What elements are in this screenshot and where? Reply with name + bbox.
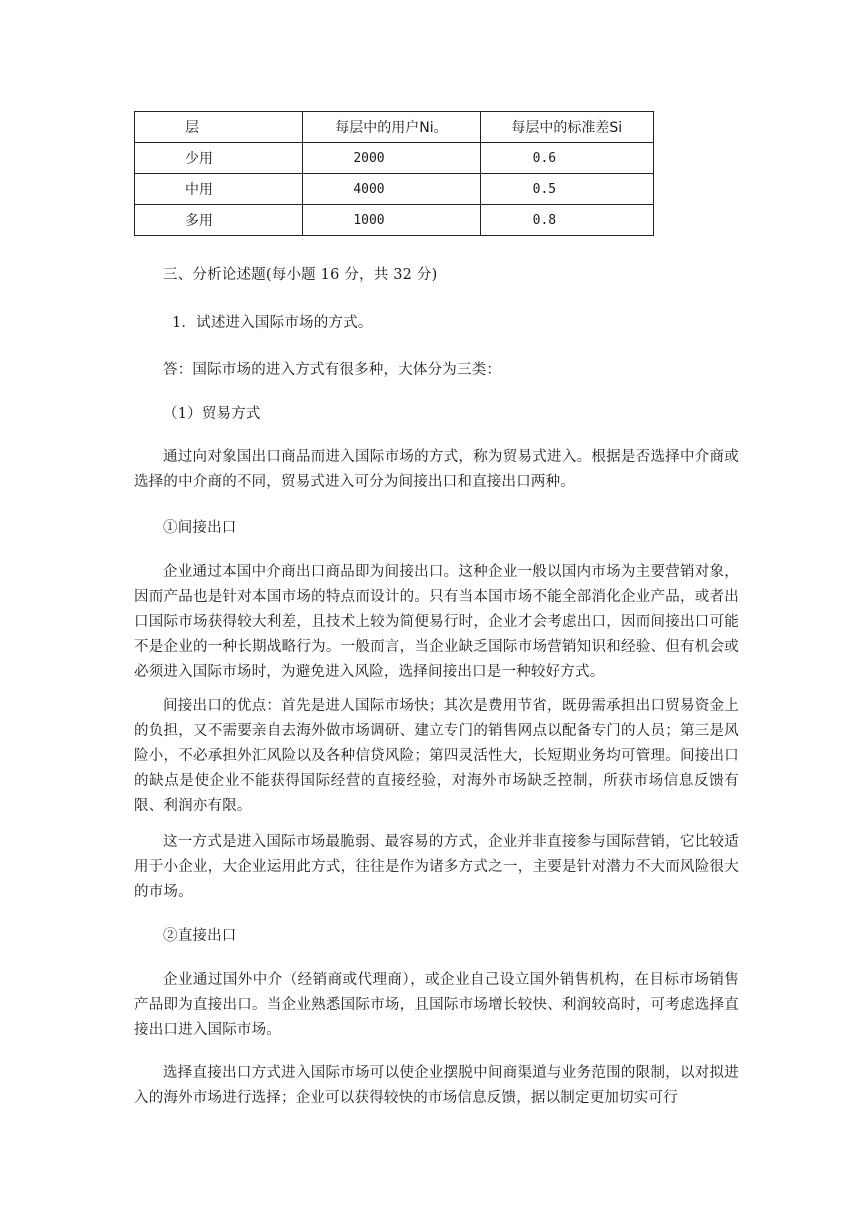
header-cell-stratum: 层 xyxy=(135,112,303,143)
subheading-indirect-export: ①间接出口 xyxy=(163,520,237,536)
question-title: 1．试述进入国际市场的方式。 xyxy=(172,315,373,331)
strata-table xyxy=(134,111,654,236)
table-cell: 1000 xyxy=(303,205,480,236)
paragraph-trade: 通过向对象国出口商品而进入国际市场的方式，称为贸易式进入。根据是否选择中介商或选择的中介商的不同，贸易式进入可分为间接出口和直接出口两种。 xyxy=(134,449,739,490)
table-cell: 少用 xyxy=(135,143,303,174)
table-cell: 中用 xyxy=(135,174,303,205)
header-cell-std-dev: 每层中的标准差Si xyxy=(480,112,653,143)
table-cell: 0.8 xyxy=(480,205,653,236)
table-cell: 0.5 xyxy=(480,174,653,205)
section-heading: 三、分析论述题(每小题 16 分，共 32 分) xyxy=(163,267,438,283)
table-row xyxy=(135,174,654,205)
table-cell: 2000 xyxy=(303,143,480,174)
answer-intro: 答：国际市场的进入方式有很多种，大体分为三类： xyxy=(163,362,502,378)
paragraph-indirect-3: 这一方式是进入国际市场最脆弱、最容易的方式，企业并非直接参与国际营销，它比较适用于小企业，大企业运用此方式，往往是作为诸多方式之一，主要是针对潜力不大而风险很大的市场。 xyxy=(134,834,739,900)
subheading-trade: （1）贸易方式 xyxy=(163,406,261,422)
table-cell: 0.6 xyxy=(480,143,653,174)
table-row xyxy=(135,143,654,174)
table-header-row xyxy=(135,112,654,143)
subheading-direct-export: ②直接出口 xyxy=(163,928,237,944)
paragraph-indirect-1: 企业通过本国中介商出口商品即为间接出口。这种企业一般以国内市场为主要营销对象，因而产品也是针对本国市场的特点而设计的。只有当本国市场不能全部消化企业产品，或者出口国际市场获得较大利差，且技术上较为简便易行时，企业才会考虑出口，因而间接出口可能不是企业的一种长期战略行为。一般而言，当企业缺乏国际市场营销知识和经验、但有机会或必须进入国际市场时，为避免进入风险，选择间接出口是一种较好方式。 xyxy=(134,564,739,680)
header-cell-users: 每层中的用户Ni。 xyxy=(303,112,480,143)
paragraph-direct-1: 企业通过国外中介（经销商或代理商），或企业自己设立国外销售机构，在目标市场销售产品即为直接出口。当企业熟悉国际市场，且国际市场增长较快、利润较高时，可考虑选择直接出口进入国际市场。 xyxy=(134,972,739,1038)
table-cell: 多用 xyxy=(135,205,303,236)
paragraph-direct-2: 选择直接出口方式进入国际市场可以使企业摆脱中间商渠道与业务范围的限制，以对拟进入的海外市场进行选择；企业可以获得较快的市场信息反馈，据以制定更加切实可行 xyxy=(134,1065,739,1106)
paragraph-indirect-2: 间接出口的优点：首先是进人国际市场快；其次是费用节省，既毋需承担出口贸易资金上的负担，又不需要亲自去海外做市场调研、建立专门的销售网点以配备专门的人员；第三是风险小，不必承担外汇风险以及各种信贷风险；第四灵活性大，长短期业务均可管理。间接出口的缺点是使企业不能获得国际经营的直接经验，对海外市场缺乏控制，所获市场信息反馈有限、利润亦有限。 xyxy=(134,698,739,814)
table-row xyxy=(135,205,654,236)
table-cell: 4000 xyxy=(303,174,480,205)
